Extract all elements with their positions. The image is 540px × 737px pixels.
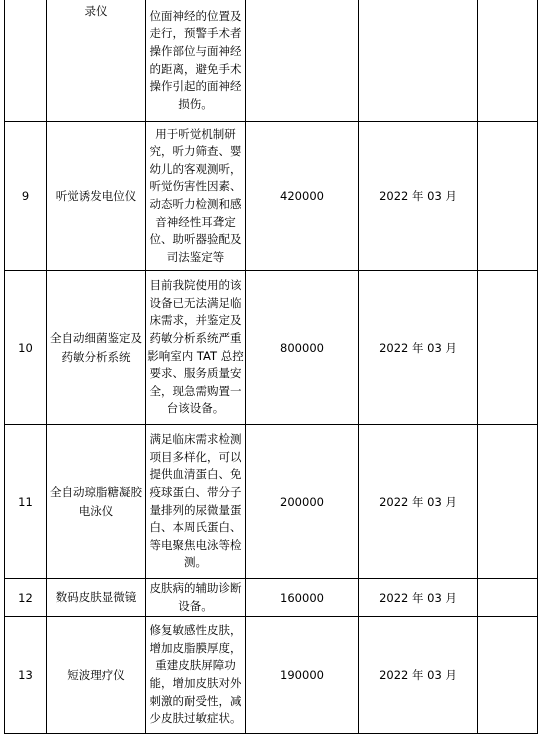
amount: 160000 (246, 579, 359, 617)
purchase-reason: 目前我院使用的该设备已无法满足临床需求，并鉴定及药敏分析系统严重影响室内 TAT 总控要求、服务质量安全，现急需购置一台该设备。 (146, 271, 246, 425)
row-number: 11 (5, 425, 47, 579)
purchase-reason: 修复敏感性皮肤，增加皮脂膜厚度，重建皮肤屏障功能，增加皮肤对外刺激的耐受性，减少皮肤过敏症状。 (146, 617, 246, 734)
purchase-reason: 位面神经的位置及走行，预警手术者操作部位与面神经的距离，避免手术操作引起的面神经损伤。 (146, 0, 246, 122)
equipment-name: 听觉诱发电位仪 (47, 122, 146, 271)
purchase-date: 2022 年 03 月 (359, 122, 478, 271)
table-row (5, 579, 538, 617)
equipment-name: 全自动琼脂糖凝胶电泳仪 (47, 425, 146, 579)
purchase-reason: 皮肤病的辅助诊断设备。 (146, 579, 246, 617)
table-row (5, 617, 538, 734)
equipment-table (4, 0, 538, 734)
purchase-date: 2022 年 03 月 (359, 617, 478, 734)
equipment-name: 全自动细菌鉴定及药敏分析系统 (47, 271, 146, 425)
amount: 190000 (246, 617, 359, 734)
purchase-date: 2022 年 03 月 (359, 425, 478, 579)
purchase-reason: 用于听觉机制研究，听力筛查、婴幼儿的客观测听，听觉伤害性因素、动态听力检测和感音神经性耳聋定位、助听器验配及司法鉴定等 (146, 122, 246, 271)
row-number: 10 (5, 271, 47, 425)
row-number: 12 (5, 579, 47, 617)
table-row (5, 0, 538, 122)
amount: 420000 (246, 122, 359, 271)
note (478, 271, 538, 425)
amount (246, 0, 359, 122)
equipment-name: 数码皮肤显微镜 (47, 579, 146, 617)
row-number: 13 (5, 617, 47, 734)
table-row (5, 425, 538, 579)
table-row (5, 122, 538, 271)
row-number: 9 (5, 122, 47, 271)
equipment-name: 录仪 (47, 0, 146, 122)
purchase-date: 2022 年 03 月 (359, 579, 478, 617)
note (478, 617, 538, 734)
note (478, 0, 538, 122)
note (478, 425, 538, 579)
row-number (5, 0, 47, 122)
note (478, 579, 538, 617)
purchase-date: 2022 年 03 月 (359, 271, 478, 425)
equipment-name: 短波理疗仪 (47, 617, 146, 734)
purchase-reason: 满足临床需求检测项目多样化，可以提供血清蛋白、免疫球蛋白、带分子量排列的尿微量蛋白、本周氏蛋白、等电聚焦电泳等检测。 (146, 425, 246, 579)
note (478, 122, 538, 271)
amount: 200000 (246, 425, 359, 579)
amount: 800000 (246, 271, 359, 425)
table-row (5, 271, 538, 425)
purchase-date (359, 0, 478, 122)
